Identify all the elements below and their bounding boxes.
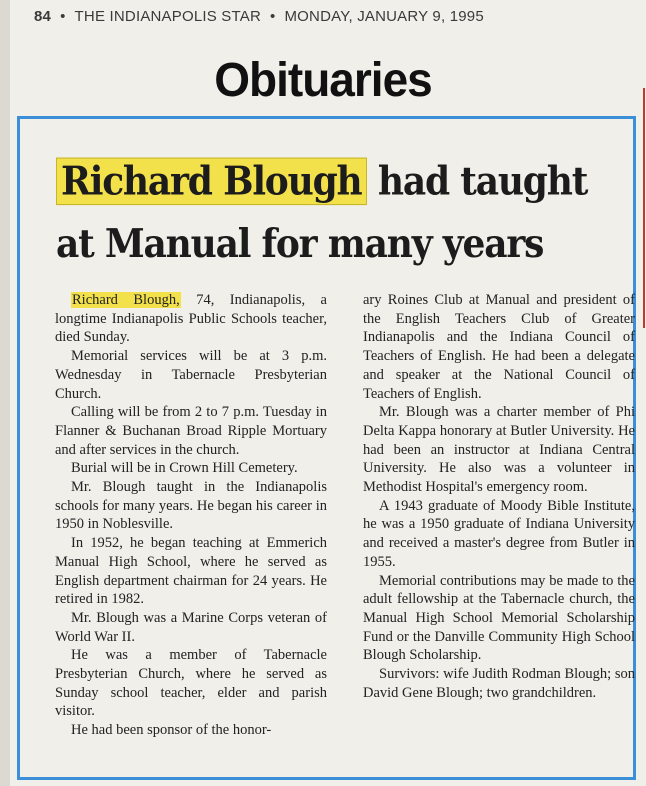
article-paragraph: Memorial contributions may be made to the adult fellowship at the Tabernacle church, the Manual High School Memorial Scholarship Fund or the Danville Community High School Blough Scholarship. [363,572,635,664]
article-paragraph: A 1943 graduate of Moody Bible Institute, he was a 1950 graduate of Indiana University and received a master's degree from Butler in 1955. [363,497,635,570]
article-paragraph: ary Roines Club at Manual and president of the English Teachers Club of Greater Indianapolis and the Indiana Council of Teachers of English. He had been a delegate and speaker at the National Council of Teachers of English. [363,292,635,402]
article-paragraph: In 1952, he began teaching at Emmerich Manual High School, where he served as English department chairman for 24 years. He retired in 1982. [55,535,327,608]
page-number: 84 [34,8,52,25]
article-paragraph: He was a member of Tabernacle Presbyterian Church, where he served as Sunday school teacher, elder and parish visitor. [55,647,327,720]
article-paragraph: Survivors: wife Judith Rodman Blough; son David Gene Blough; two grandchildren. [363,666,635,701]
adjacent-column-edge [643,88,645,328]
headline-name-highlight: Richard Blough [56,158,367,206]
masthead [34,8,634,25]
separator-dot: • [270,8,276,25]
separator-dot: • [60,8,66,25]
article-column-right [363,291,635,740]
article-body [55,291,635,740]
section-title: Obituaries [214,51,432,107]
article-paragraph: Mr. Blough taught in the Indianapolis schools for many years. He began his career in 1950 in Noblesville. [55,479,327,533]
headline [56,150,636,275]
article-column-left [55,291,327,740]
article-paragraph [55,291,327,347]
page-gutter [0,0,10,786]
article-paragraph: Mr. Blough was a charter member of Phi Delta Kappa honorary at Butler University. He had been an instructor at Indiana Central University. He also was a volunteer in Methodist Hospital's emergency room. [363,404,635,496]
publication-date: MONDAY, JANUARY 9, 1995 [284,8,484,25]
headline-line1-rest: had taught [377,158,588,204]
article-paragraph: He had been sponsor of the honor- [71,722,272,739]
article-paragraph: Calling will be from 2 to 7 p.m. Tuesday in Flanner & Buchanan Broad Ripple Mortuary and after services in the church. [55,404,327,458]
paragraph-text: 74, Indianapolis, a longtime Indianapolis Public Schools teacher, died Sunday. [55,292,327,346]
article-paragraph: Memorial services will be at 3 p.m. Wednesday in Tabernacle Presbyterian Church. [55,348,327,402]
lead-name-highlight: Richard Blough, [72,292,180,308]
article-paragraph: Burial will be in Crown Hill Cemetery. [71,460,298,477]
article-paragraph: Mr. Blough was a Marine Corps veteran of World War II. [55,609,327,645]
headline-line2: at Manual for many years [56,221,544,267]
newspaper-name: THE INDIANAPOLIS STAR [74,8,262,25]
